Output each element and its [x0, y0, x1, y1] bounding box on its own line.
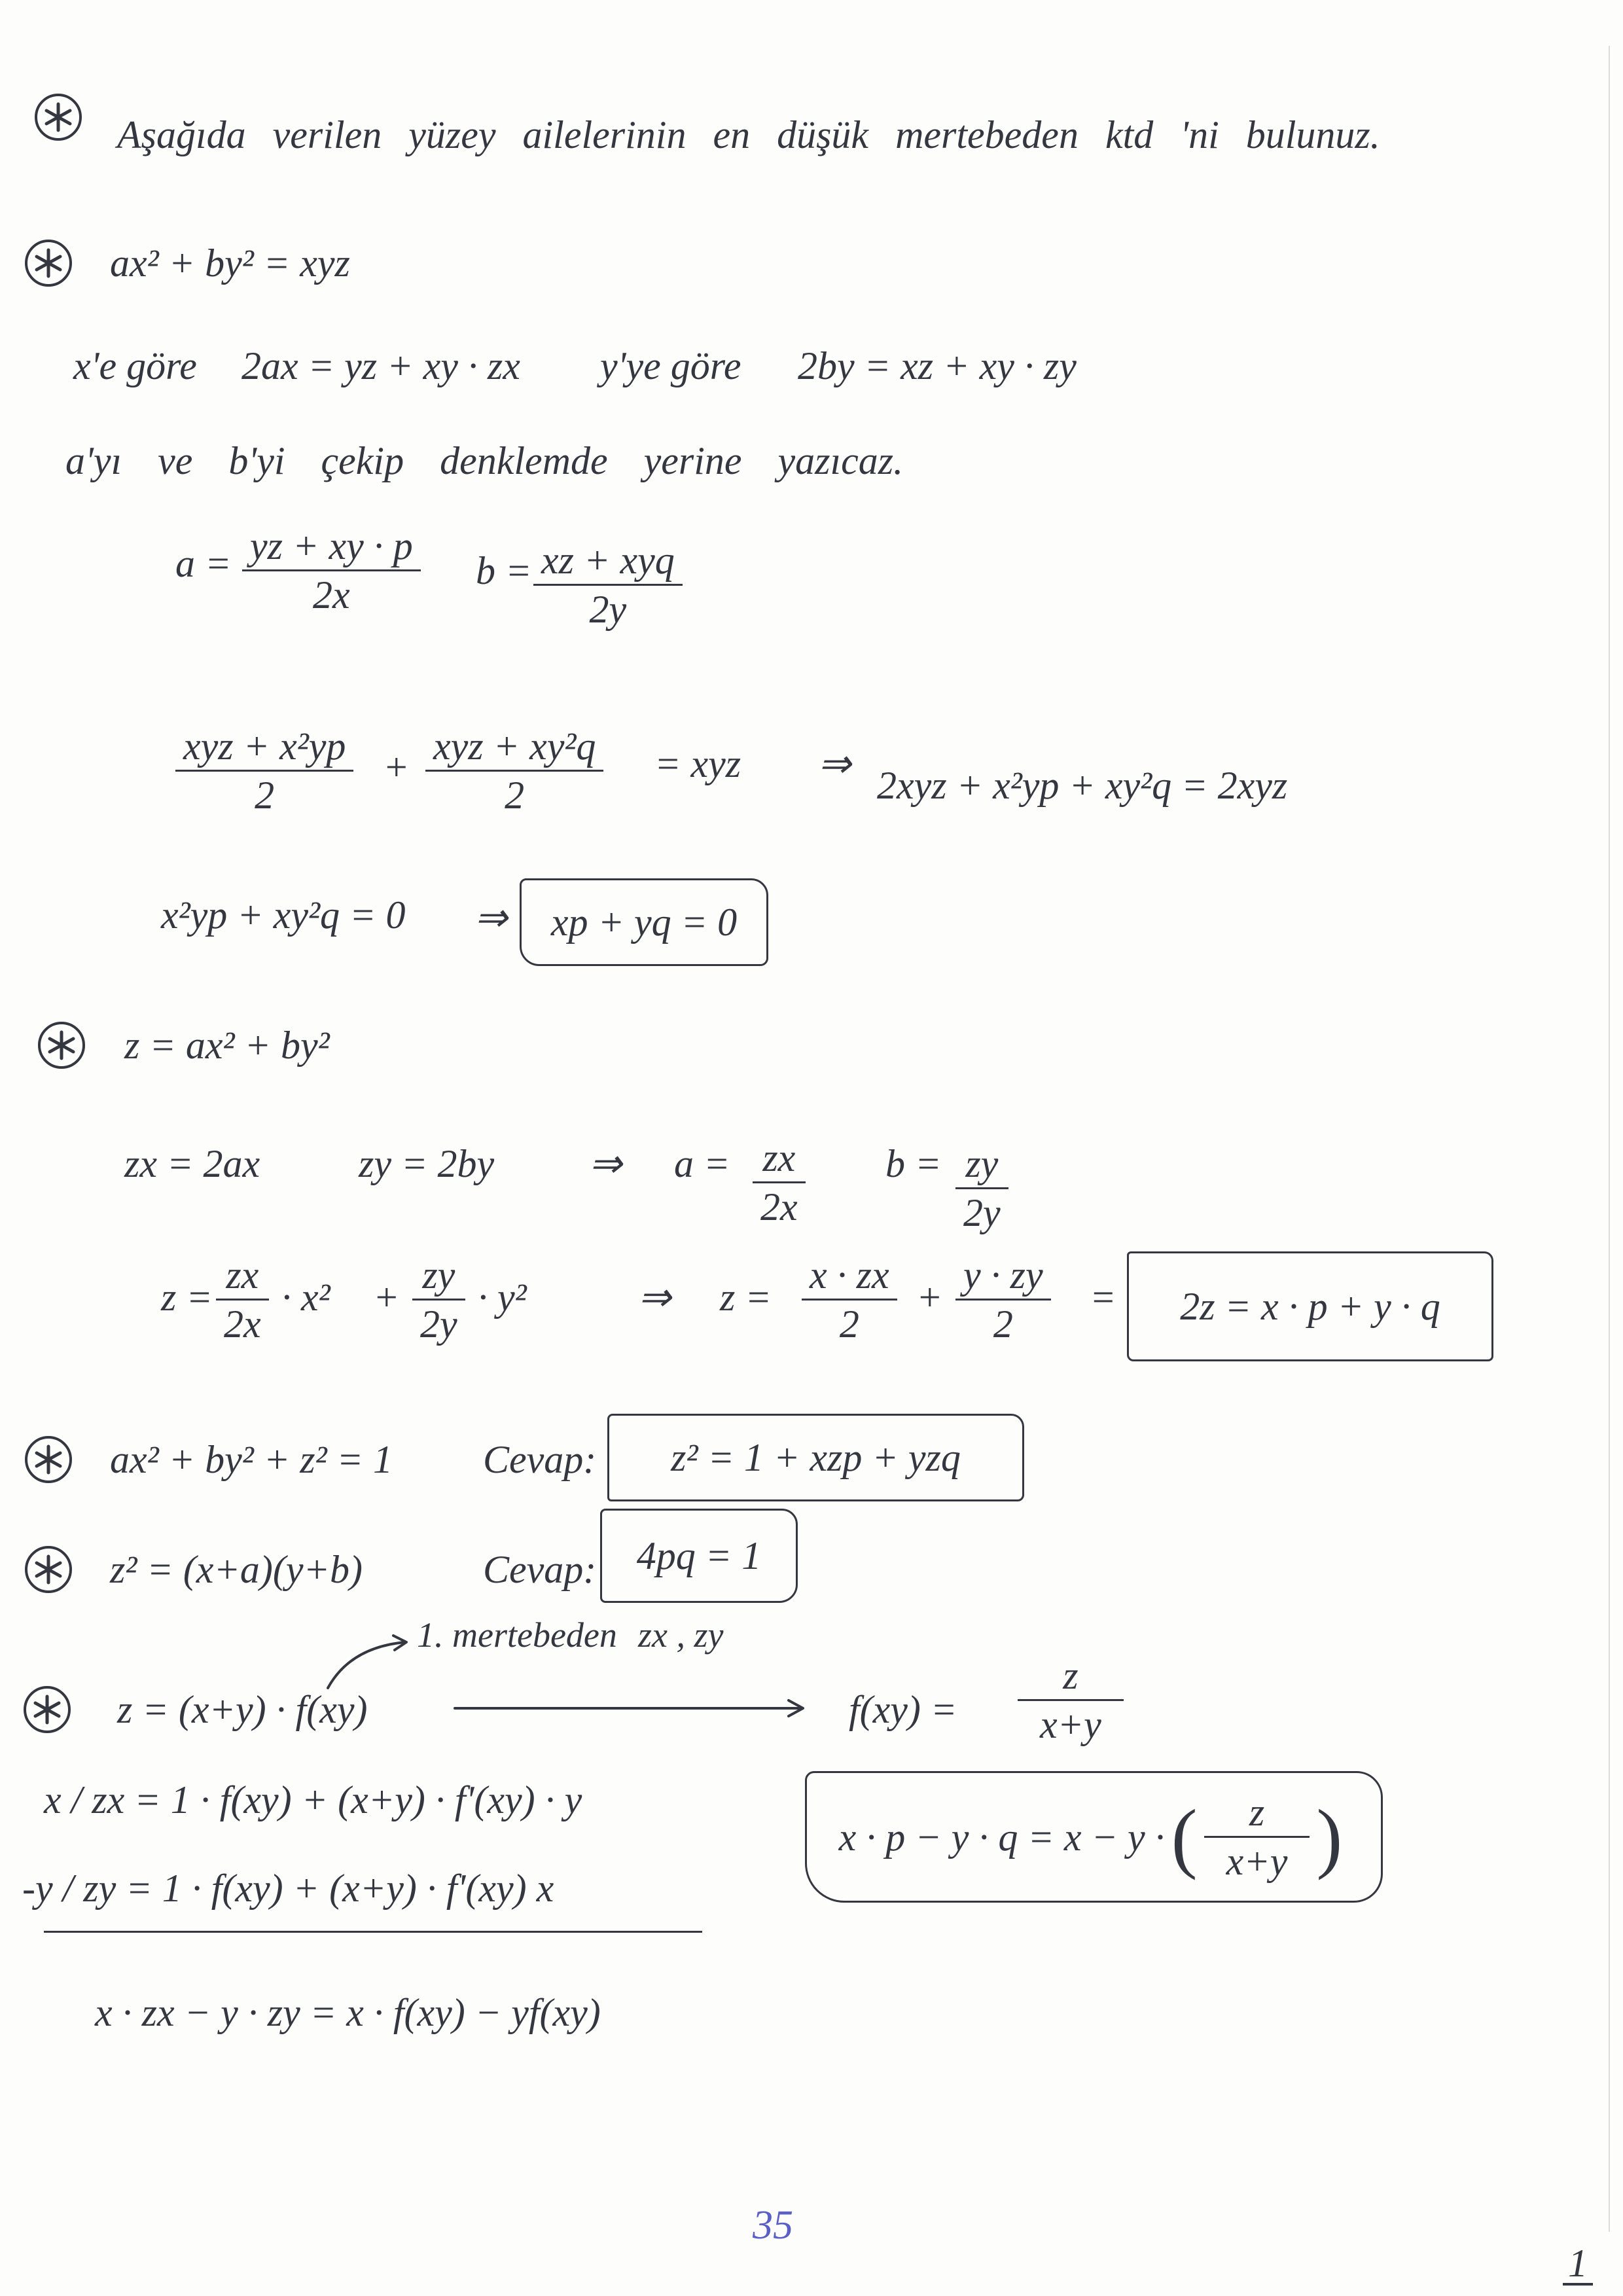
fraction-bar: [1018, 1699, 1124, 1701]
circled-star-icon: [35, 94, 82, 141]
u1-fraction: [802, 1254, 897, 1345]
answer-lhs: x · p − y · q = x − y ·: [838, 1815, 1165, 1859]
implies-symbol: ⇒: [589, 1142, 622, 1185]
fraction-denominator: 2x: [313, 573, 350, 617]
fraction-bar: [425, 770, 603, 772]
substitution-rhs: = xyz: [654, 742, 741, 785]
fraction-numerator: xyz + xy²q: [433, 725, 596, 768]
fraction-denominator: 2: [505, 774, 525, 817]
fraction-denominator: 2y: [963, 1191, 1001, 1234]
circled-star-icon: [25, 1436, 72, 1483]
implies-symbol: ⇒: [638, 1276, 671, 1319]
fraction-numerator: y · zy: [963, 1253, 1043, 1297]
answer-box: [520, 878, 768, 966]
fraction-denominator: 2: [993, 1302, 1013, 1346]
page-number: 35: [753, 2203, 793, 2248]
answer-fraction: [1204, 1791, 1310, 1882]
a-fraction: [242, 525, 421, 616]
zy-equation: zy = 2by: [359, 1142, 495, 1185]
implies-symbol: ⇒: [474, 896, 508, 939]
derivative-x-step: x / zx = 1 · f(xy) + (x+y) · f'(xy) · y: [44, 1778, 582, 1821]
problem5-equation: z = (x+y) · f(xy): [117, 1688, 368, 1731]
close-paren: ): [1316, 1793, 1343, 1880]
answer-box: [600, 1509, 798, 1603]
implies-symbol: ⇒: [818, 742, 851, 785]
fraction-numerator: xyz + x²yp: [183, 725, 346, 768]
plus-sign: +: [916, 1276, 943, 1319]
fraction-bar: [175, 770, 353, 772]
answer-box: [805, 1771, 1383, 1903]
circled-star-icon: [38, 1022, 85, 1069]
term1-fraction: [216, 1254, 269, 1345]
order-note: 1. mertebeden: [417, 1615, 617, 1655]
fraction-numerator: yz + xy · p: [250, 524, 413, 567]
b-fraction: [955, 1143, 1008, 1234]
b-fraction: [533, 539, 683, 630]
substitution-term2: [425, 725, 603, 816]
answer-box: [607, 1414, 1024, 1501]
fraction-numerator: z: [1249, 1791, 1265, 1834]
problem3-equation: ax² + by² + z² = 1: [110, 1438, 393, 1481]
curved-arrow-icon: [324, 1633, 412, 1692]
fraction-bar: [955, 1299, 1051, 1300]
term1-factor: · x²: [281, 1276, 330, 1319]
wrt-y-label: y'ye göre: [600, 344, 741, 387]
a-fraction: [753, 1137, 806, 1228]
fraction-bar: [242, 569, 421, 571]
plus-sign: +: [383, 745, 410, 789]
fraction-bar: [412, 1299, 465, 1300]
fraction-denominator: 2: [839, 1302, 859, 1346]
problem2-equation: z = ax² + by²: [124, 1024, 330, 1067]
answer-text: 2z = x · p + y · q: [1180, 1285, 1440, 1328]
problem1-equation: ax² + by² = xyz: [110, 242, 350, 285]
substitution-lhs: z =: [161, 1276, 213, 1319]
fraction-numerator: zy: [965, 1142, 999, 1185]
fraction-denominator: x+y: [1040, 1703, 1101, 1746]
fraction-denominator: x+y: [1226, 1840, 1288, 1883]
circled-star-icon: [24, 1686, 71, 1733]
f-fraction: [1018, 1655, 1124, 1746]
fraction-bar: [955, 1187, 1008, 1189]
fraction-bar: [753, 1181, 806, 1183]
long-arrow-icon: [454, 1695, 810, 1721]
fraction-denominator: 2x: [760, 1185, 798, 1229]
sum-rule-line: [44, 1931, 702, 1933]
fraction-bar: [216, 1299, 269, 1300]
answer-label: Cevap:: [483, 1548, 597, 1591]
answer-text: z² = 1 + xzp + yzq: [671, 1436, 961, 1479]
derivative-y-step: -y / zy = 1 · f(xy) + (x+y) · f'(xy) x: [22, 1867, 554, 1910]
fraction-numerator: zy: [422, 1253, 455, 1297]
wrt-y-equation: 2by = xz + xy · zy: [798, 344, 1077, 387]
answer-label: Cevap:: [483, 1438, 597, 1481]
u2-fraction: [955, 1254, 1051, 1345]
fraction-numerator: xz + xyq: [541, 539, 675, 582]
expanded-equation: 2xyz + x²yp + xy²q = 2xyz: [877, 764, 1288, 807]
fraction-bar: [533, 584, 683, 586]
answer-text: xp + yq = 0: [550, 901, 738, 944]
problem4-equation: z² = (x+a)(y+b): [110, 1548, 363, 1591]
fraction-numerator: x · zx: [810, 1253, 889, 1297]
b-lhs: b =: [885, 1142, 942, 1185]
circled-star-icon: [25, 240, 72, 287]
sum-result: x · zx − y · zy = x · f(xy) − yf(xy): [95, 1991, 601, 2034]
fraction-numerator: zx: [226, 1253, 259, 1297]
wrt-x-label: x'e göre: [73, 344, 197, 387]
plus-sign: +: [373, 1276, 400, 1319]
fraction-denominator: 2: [255, 774, 275, 817]
a-lhs: a =: [175, 542, 232, 585]
answer-text: 4pq = 1: [636, 1534, 762, 1577]
b-lhs: b =: [476, 549, 532, 592]
equals-sign: =: [1090, 1276, 1116, 1319]
order-note-variables: zx , zy: [638, 1615, 724, 1655]
fraction-denominator: 2y: [589, 588, 627, 631]
simplified-equation: x²yp + xy²q = 0: [161, 893, 406, 937]
a-lhs: a =: [674, 1142, 730, 1185]
fraction-denominator: 2x: [224, 1302, 261, 1346]
term2-factor: · y²: [478, 1276, 527, 1319]
fraction-numerator: zx: [762, 1136, 796, 1179]
result-lhs: z =: [720, 1276, 772, 1319]
fraction-numerator: z: [1063, 1654, 1079, 1697]
f-lhs: f(xy) =: [849, 1688, 957, 1731]
open-paren: (: [1171, 1793, 1198, 1880]
page-title: Aşağıda verilen yüzey ailelerinin en düşük mertebeden ktd 'ni bulunuz.: [117, 113, 1380, 156]
circled-star-icon: [25, 1546, 72, 1593]
fraction-denominator: 2y: [420, 1302, 457, 1346]
substitution-term1: [175, 725, 353, 816]
fraction-bar: [1204, 1836, 1310, 1838]
zx-equation: zx = 2ax: [124, 1142, 260, 1185]
scan-edge-line: [1609, 46, 1610, 2232]
fraction-bar: [802, 1299, 897, 1300]
term2-fraction: [412, 1254, 465, 1345]
corner-mark: 1: [1563, 2244, 1593, 2286]
problem1-note: a'yı ve b'yi çekip denklemde yerine yazıcaz.: [65, 439, 904, 482]
wrt-x-equation: 2ax = yz + xy · zx: [241, 344, 520, 387]
answer-box: [1127, 1251, 1493, 1361]
